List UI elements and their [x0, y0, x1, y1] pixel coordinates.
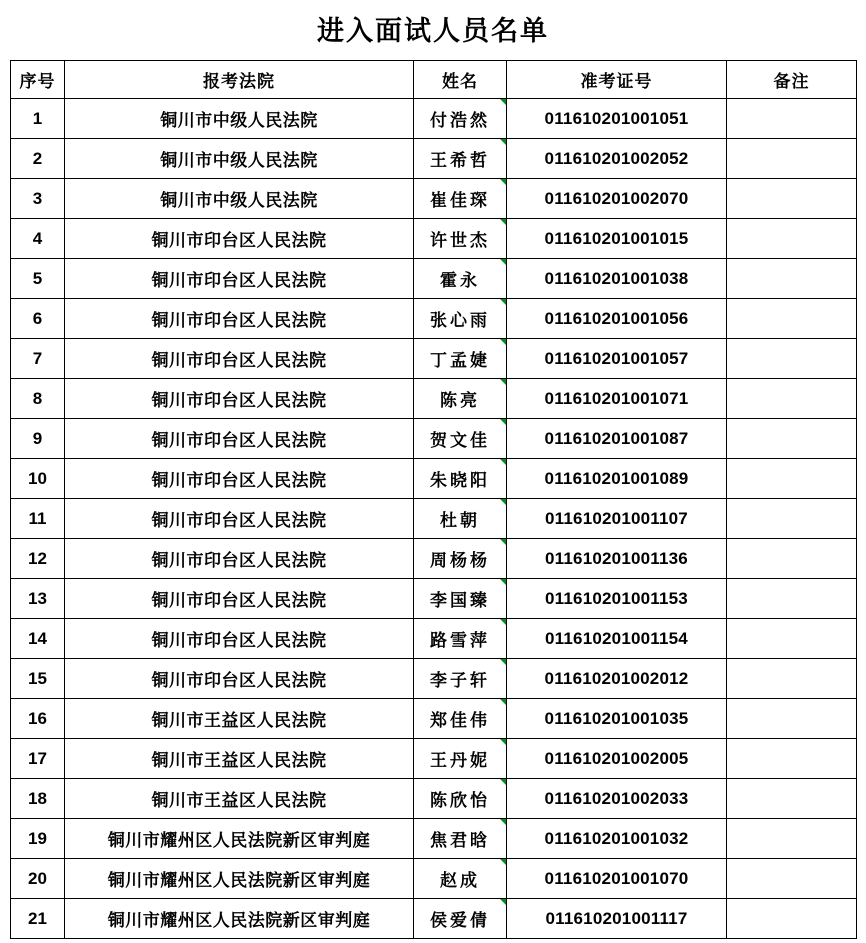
cell-ticket: 011610201002033	[507, 779, 727, 819]
cell-name: 贺文佳	[414, 419, 507, 459]
cell-seq: 10	[11, 459, 65, 499]
cell-ticket: 011610201002052	[507, 139, 727, 179]
table-row	[11, 499, 857, 539]
cell-ticket: 011610201001107	[507, 499, 727, 539]
cell-ticket: 011610201002005	[507, 739, 727, 779]
cell-name: 付浩然	[414, 99, 507, 139]
cell-court: 铜川市印台区人民法院	[65, 579, 414, 619]
cell-seq: 21	[11, 899, 65, 939]
cell-court: 铜川市王益区人民法院	[65, 739, 414, 779]
cell-ticket: 011610201002012	[507, 659, 727, 699]
cell-court: 铜川市印台区人民法院	[65, 379, 414, 419]
cell-remark	[727, 699, 857, 739]
cell-ticket: 011610201001038	[507, 259, 727, 299]
cell-remark	[727, 419, 857, 459]
cell-name: 路雪萍	[414, 619, 507, 659]
table-header	[11, 61, 857, 99]
cell-court: 铜川市中级人民法院	[65, 179, 414, 219]
cell-ticket: 011610201001154	[507, 619, 727, 659]
cell-ticket: 011610201001056	[507, 299, 727, 339]
cell-remark	[727, 739, 857, 779]
cell-court: 铜川市中级人民法院	[65, 139, 414, 179]
cell-seq: 3	[11, 179, 65, 219]
table-body	[11, 99, 857, 939]
cell-court: 铜川市印台区人民法院	[65, 419, 414, 459]
cell-remark	[727, 899, 857, 939]
table-row	[11, 379, 857, 419]
cell-court: 铜川市印台区人民法院	[65, 219, 414, 259]
column-header-court: 报考法院	[65, 61, 414, 99]
cell-name: 郑佳伟	[414, 699, 507, 739]
cell-name: 杜朝	[414, 499, 507, 539]
cell-remark	[727, 379, 857, 419]
cell-name: 王丹妮	[414, 739, 507, 779]
cell-seq: 19	[11, 819, 65, 859]
cell-name: 崔佳琛	[414, 179, 507, 219]
cell-name: 李子轩	[414, 659, 507, 699]
cell-remark	[727, 299, 857, 339]
cell-ticket: 011610201001070	[507, 859, 727, 899]
cell-seq: 16	[11, 699, 65, 739]
cell-seq: 13	[11, 579, 65, 619]
cell-name: 周杨杨	[414, 539, 507, 579]
table-row	[11, 219, 857, 259]
cell-remark	[727, 99, 857, 139]
cell-name: 侯爱倩	[414, 899, 507, 939]
table-row	[11, 419, 857, 459]
cell-court: 铜川市印台区人民法院	[65, 659, 414, 699]
cell-seq: 8	[11, 379, 65, 419]
cell-ticket: 011610201001051	[507, 99, 727, 139]
page-title: 进入面试人员名单	[317, 16, 549, 46]
table-row	[11, 739, 857, 779]
cell-court: 铜川市耀州区人民法院新区审判庭	[65, 899, 414, 939]
cell-remark	[727, 619, 857, 659]
table-row	[11, 539, 857, 579]
cell-remark	[727, 579, 857, 619]
cell-remark	[727, 459, 857, 499]
cell-name: 李国臻	[414, 579, 507, 619]
table-row	[11, 619, 857, 659]
cell-court: 铜川市印台区人民法院	[65, 619, 414, 659]
cell-name: 陈欣怡	[414, 779, 507, 819]
cell-name: 陈亮	[414, 379, 507, 419]
table-row	[11, 339, 857, 379]
cell-court: 铜川市印台区人民法院	[65, 459, 414, 499]
cell-court: 铜川市中级人民法院	[65, 99, 414, 139]
cell-name: 许世杰	[414, 219, 507, 259]
column-header-remark: 备注	[727, 61, 857, 99]
cell-name: 焦君晗	[414, 819, 507, 859]
table-row	[11, 819, 857, 859]
cell-court: 铜川市王益区人民法院	[65, 699, 414, 739]
cell-court: 铜川市印台区人民法院	[65, 499, 414, 539]
table-row	[11, 139, 857, 179]
cell-seq: 6	[11, 299, 65, 339]
cell-remark	[727, 339, 857, 379]
cell-seq: 5	[11, 259, 65, 299]
cell-remark	[727, 219, 857, 259]
cell-seq: 17	[11, 739, 65, 779]
cell-court: 铜川市王益区人民法院	[65, 779, 414, 819]
cell-remark	[727, 179, 857, 219]
column-header-name: 姓名	[414, 61, 507, 99]
column-header-ticket: 准考证号	[507, 61, 727, 99]
table-row	[11, 579, 857, 619]
table-row	[11, 459, 857, 499]
cell-ticket: 011610201001015	[507, 219, 727, 259]
table-header-row	[11, 61, 857, 99]
cell-remark	[727, 539, 857, 579]
table-row	[11, 699, 857, 739]
interview-roster-table	[10, 60, 857, 939]
cell-ticket: 011610201001032	[507, 819, 727, 859]
table-row	[11, 779, 857, 819]
cell-court: 铜川市印台区人民法院	[65, 539, 414, 579]
cell-remark	[727, 139, 857, 179]
cell-seq: 2	[11, 139, 65, 179]
cell-seq: 9	[11, 419, 65, 459]
cell-remark	[727, 859, 857, 899]
cell-seq: 7	[11, 339, 65, 379]
cell-seq: 1	[11, 99, 65, 139]
table-row	[11, 99, 857, 139]
cell-ticket: 011610201001153	[507, 579, 727, 619]
cell-remark	[727, 499, 857, 539]
cell-seq: 20	[11, 859, 65, 899]
cell-ticket: 011610201001057	[507, 339, 727, 379]
column-header-seq: 序号	[11, 61, 65, 99]
cell-name: 张心雨	[414, 299, 507, 339]
cell-name: 丁孟婕	[414, 339, 507, 379]
cell-ticket: 011610201001089	[507, 459, 727, 499]
cell-name: 霍永	[414, 259, 507, 299]
cell-ticket: 011610201001117	[507, 899, 727, 939]
cell-seq: 12	[11, 539, 65, 579]
cell-name: 赵成	[414, 859, 507, 899]
cell-seq: 14	[11, 619, 65, 659]
cell-remark	[727, 819, 857, 859]
cell-court: 铜川市印台区人民法院	[65, 299, 414, 339]
cell-court: 铜川市耀州区人民法院新区审判庭	[65, 859, 414, 899]
table-row	[11, 299, 857, 339]
cell-name: 朱晓阳	[414, 459, 507, 499]
cell-ticket: 011610201001071	[507, 379, 727, 419]
cell-court: 铜川市印台区人民法院	[65, 339, 414, 379]
cell-ticket: 011610201001087	[507, 419, 727, 459]
cell-court: 铜川市印台区人民法院	[65, 259, 414, 299]
cell-remark	[727, 659, 857, 699]
cell-remark	[727, 779, 857, 819]
table-row	[11, 659, 857, 699]
cell-seq: 4	[11, 219, 65, 259]
cell-remark	[727, 259, 857, 299]
table-row	[11, 179, 857, 219]
table-row	[11, 899, 857, 939]
cell-ticket: 011610201001035	[507, 699, 727, 739]
table-row	[11, 859, 857, 899]
cell-seq: 18	[11, 779, 65, 819]
cell-ticket: 011610201001136	[507, 539, 727, 579]
table-row	[11, 259, 857, 299]
cell-seq: 15	[11, 659, 65, 699]
cell-seq: 11	[11, 499, 65, 539]
cell-court: 铜川市耀州区人民法院新区审判庭	[65, 819, 414, 859]
cell-name: 王希哲	[414, 139, 507, 179]
cell-ticket: 011610201002070	[507, 179, 727, 219]
